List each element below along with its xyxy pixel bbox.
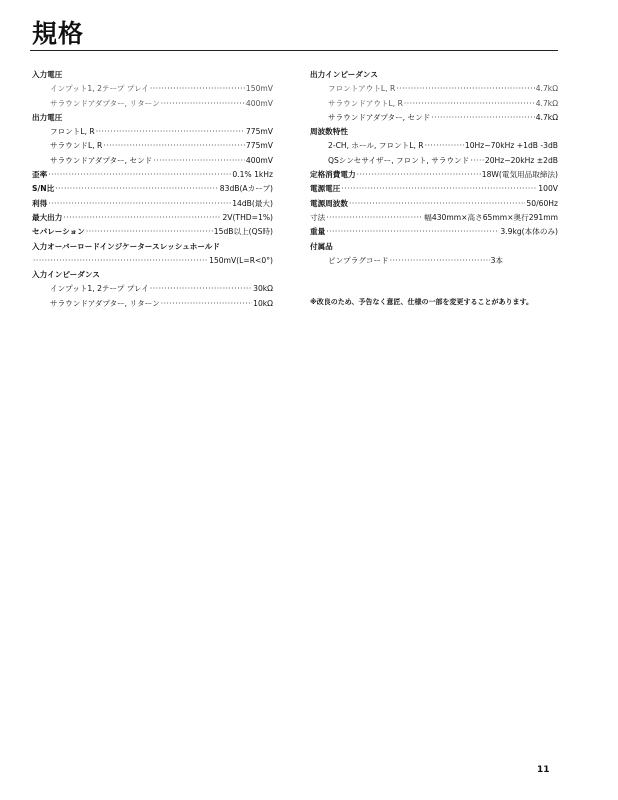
spec-column-right bbox=[310, 68, 558, 268]
frequency-heading: 周波数特性 bbox=[310, 127, 348, 137]
accessories-heading: 付属品 bbox=[310, 241, 333, 251]
spec-row-max-output: 最大出力 ····· 2V(THD=1%) bbox=[32, 211, 273, 225]
spec-row: ピンプラグコード ····· 3本 bbox=[310, 254, 503, 268]
spec-row-separation: セパレーション ····· 15dB以上(QS時) bbox=[32, 225, 273, 239]
page-number: 11 bbox=[537, 765, 550, 775]
input-impedance-heading: 入力インピーダンス bbox=[32, 270, 100, 280]
page-title: 規格 bbox=[32, 19, 85, 48]
spec-row-weight: 重量 ····· 3.9kg(本体のみ) bbox=[310, 225, 558, 239]
overload-heading: 入力オーバーロードインジケータースレッシュホールド bbox=[32, 241, 220, 251]
spec-row-dimensions: 寸法 ····· 幅430mm×高さ65mm×奥行291mm bbox=[310, 211, 558, 225]
spec-row-frequency: 電源周波数 ····· 50/60Hz bbox=[310, 197, 558, 211]
spec-row: サラウンドL, R ····· 775mV bbox=[32, 139, 273, 153]
spec-row: フロントL, R ····· 775mV bbox=[32, 125, 273, 139]
spec-row: インプット1, 2テープ プレイ ····· 150mV bbox=[32, 82, 273, 96]
spec-row-gain: 利得 ····· 14dB(最大) bbox=[32, 197, 273, 211]
input-voltage-heading: 入力電圧 bbox=[32, 70, 63, 79]
spec-row: サラウンドアウトL, R ····· 4.7kΩ bbox=[310, 97, 558, 111]
spec-row: サラウンドアダプター, センド ····· 4.7kΩ bbox=[310, 111, 558, 125]
spec-row: インプット1, 2テープ プレイ ····· 30kΩ bbox=[32, 282, 273, 296]
spec-row: サラウンドアダプター, リターン ····· 400mV bbox=[32, 97, 273, 111]
spec-row: 2-CH, ホール, フロントL, R ····· 10Hz~70kHz +1dB -3dB bbox=[310, 139, 558, 153]
spec-row-voltage: 電源電圧 ····· 100V bbox=[310, 182, 558, 196]
spec-row-power: 定格消費電力 ····· 18W(電気用品取締法) bbox=[310, 168, 558, 182]
output-impedance-heading: 出力インピーダンス bbox=[310, 70, 378, 79]
spec-column-left bbox=[32, 68, 273, 311]
spec-row-sn: S/N比 ····· 83dB(Aカーブ) bbox=[32, 182, 273, 196]
output-voltage-heading: 出力電圧 bbox=[32, 112, 63, 122]
spec-row: サラウンドアダプター, センド ····· 400mV bbox=[32, 154, 273, 168]
spec-row: サラウンドアダプター, リターン ····· 10kΩ bbox=[32, 297, 273, 311]
spec-row-overload: ····· 150mV(L=R<0°) bbox=[32, 254, 273, 268]
spec-row: フロントアウトL, R ····· 4.7kΩ bbox=[310, 82, 558, 96]
revision-note: ※改良のため、予告なく意匠、仕様の一部を変更することがあります。 bbox=[310, 298, 533, 306]
spec-row-distortion: 歪率 ····· 0.1% 1kHz bbox=[32, 168, 273, 182]
title-rule bbox=[30, 50, 558, 51]
spec-row: QSシンセサイザー, フロント, サラウンド ····· 20Hz~20kHz ±2dB bbox=[310, 154, 558, 168]
